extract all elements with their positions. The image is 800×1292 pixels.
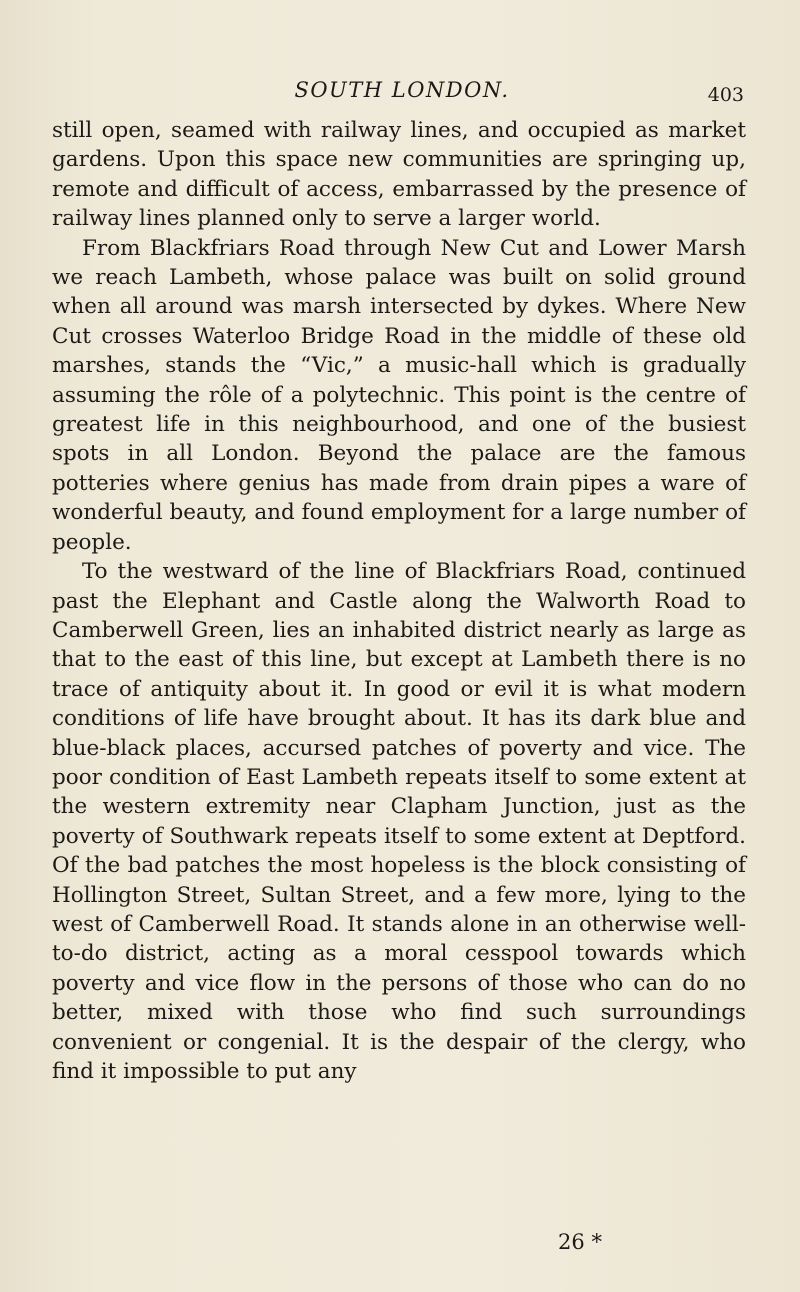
running-head [60,78,744,108]
paragraph: From Blackfriars Road through New Cut and Lower Marsh we reach Lambeth, whose palace was built on solid ground when all around was marsh intersected by dykes. Where New Cut crosses Waterloo Bridge Road in the middle of these old marshes, stands the “Vic,” a music-hall which is gradually assuming the rôle of a polytechnic. This point is the centre of greatest life in this neighbourhood, and one of the busiest spots in all London. Beyond the palace are the famous potteries where genius has made from drain pipes a ware of wonderful beauty, and found employment for a large number of people. [52,235,746,555]
signature-text: 26 * [558,1230,602,1254]
paragraph: To the westward of the line of Blackfriars Road, continued past the Elephant and Castle along the Walworth Road to Camberwell Green, lies an inhabited district nearly as large as that to the east of this line, but except at Lambeth there is no trace of antiquity about it. In good or evil it is what modern conditions of life have brought about. It has its dark blue and blue-black places, accursed patches of poverty and vice. The poor condition of East Lambeth repeats itself to some extent at the western extremity near Clapham Junction, just as the poverty of Southwark repeats itself to some extent at Deptford. Of the bad patches the most hopeless is the block consisting of Hollington Street, Sultan Street, and a few more, lying to the west of Camberwell Road. It stands alone in an otherwise well-to-do district, acting as a moral cesspool towards which poverty and vice flow in the persons of those who can do no better, mixed with those who find such surroundings convenient or congenial. It is the despair of the clergy, who find it impossible to put any [52,559,746,1084]
body-text [52,116,746,1086]
paragraph: still open, seamed with railway lines, and occupied as market gardens. Upon this space new communities are springing up, remote and difficult of access, embarrassed by the presence of railway lines planned only to serve a larger world. [52,118,746,232]
page-number: 403 [707,84,744,106]
running-title: SOUTH LONDON. [294,78,510,102]
signature-mark [0,1230,800,1254]
